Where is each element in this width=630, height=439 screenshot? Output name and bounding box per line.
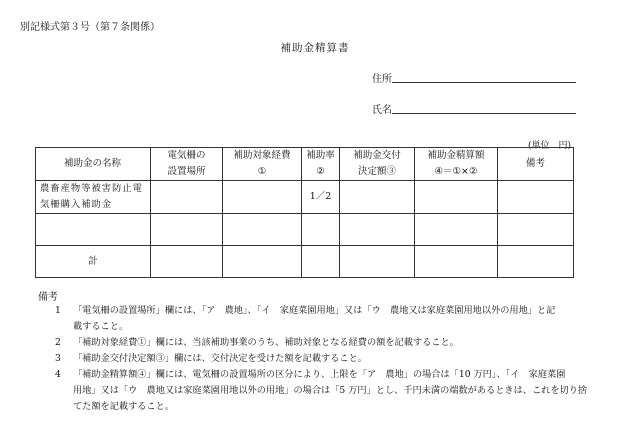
total-label-cell: 計 (36, 246, 151, 278)
name-label: 氏名 (372, 105, 392, 116)
note-text: 「電気柵の設置場所」欄には、「ア 農地」、「イ 家庭菜園用地」又は「ウ 農地又は家庭菜園用地以外の用地」と記 載すること。 (73, 305, 556, 332)
form-number: 別記様式第３号（第７条関係） (20, 22, 160, 33)
remarks-cell[interactable] (498, 181, 574, 214)
header-subsidy-rate: 補助率 ② (302, 148, 340, 181)
total-cell[interactable] (223, 246, 302, 278)
empty-cell[interactable] (36, 214, 151, 246)
table-header-row (36, 148, 574, 181)
table-row (36, 214, 574, 246)
empty-cell[interactable] (340, 214, 415, 246)
header-decision-amount: 補助金交付 決定額③ (340, 148, 415, 181)
note-number: 3 (55, 353, 61, 364)
note-number: 4 (55, 369, 61, 380)
decision-amount-cell[interactable] (340, 181, 415, 214)
header-install-location: 電気柵の 設置場所 (151, 148, 223, 181)
eligible-cost-cell[interactable] (223, 181, 302, 214)
install-location-cell[interactable] (151, 181, 223, 214)
note-number: 2 (55, 337, 61, 348)
header-settlement-amount: 補助金精算額 ④＝①×② (415, 148, 498, 181)
note-text: 「補助対象経費①」欄には、当該補助事業のうち、補助対象となる経費の額を記載すること。 (73, 337, 459, 348)
note-text: 「補助金交付決定額③」欄には、交付決定を受けた額を記載すること。 (73, 353, 367, 364)
settlement-table (35, 147, 574, 278)
header-subsidy-name: 補助金の名称 (36, 148, 151, 181)
subsidy-rate-cell: 1／2 (302, 181, 340, 214)
empty-cell[interactable] (223, 214, 302, 246)
notes-heading: 備考 (38, 292, 58, 303)
document-title: 補助金精算書 (280, 42, 350, 54)
subsidy-name-cell: 農畜産物等被害防止電 気柵購入補助金 (36, 181, 151, 214)
address-label: 住所 (372, 74, 392, 85)
name-line (392, 113, 576, 114)
total-cell[interactable] (151, 246, 223, 278)
address-line (392, 82, 576, 83)
header-remarks: 備考 (498, 148, 574, 181)
table-row (36, 181, 574, 214)
unit-label: (単位 円) (528, 141, 572, 151)
total-cell[interactable] (302, 246, 340, 278)
total-cell[interactable] (498, 246, 574, 278)
total-cell[interactable] (340, 246, 415, 278)
total-row (36, 246, 574, 278)
empty-cell[interactable] (415, 214, 498, 246)
empty-cell[interactable] (498, 214, 574, 246)
header-eligible-cost: 補助対象経費 ① (223, 148, 302, 181)
note-number: 1 (55, 305, 61, 316)
empty-cell[interactable] (302, 214, 340, 246)
total-cell[interactable] (415, 246, 498, 278)
note-text: 「補助金精算額④」欄には、電気柵の設置場所の区分により、上限を「ア 農地」の場合は「10 万円」、「イ 家庭菜園 用地」又は「ウ 農地又は家庭菜園用地以外の用地」の場合は「5 万円」とし、千円未満の端数があるときは、これを切り捨 てた額を記載すること。 (73, 369, 588, 412)
settlement-amount-cell[interactable] (415, 181, 498, 214)
empty-cell[interactable] (151, 214, 223, 246)
